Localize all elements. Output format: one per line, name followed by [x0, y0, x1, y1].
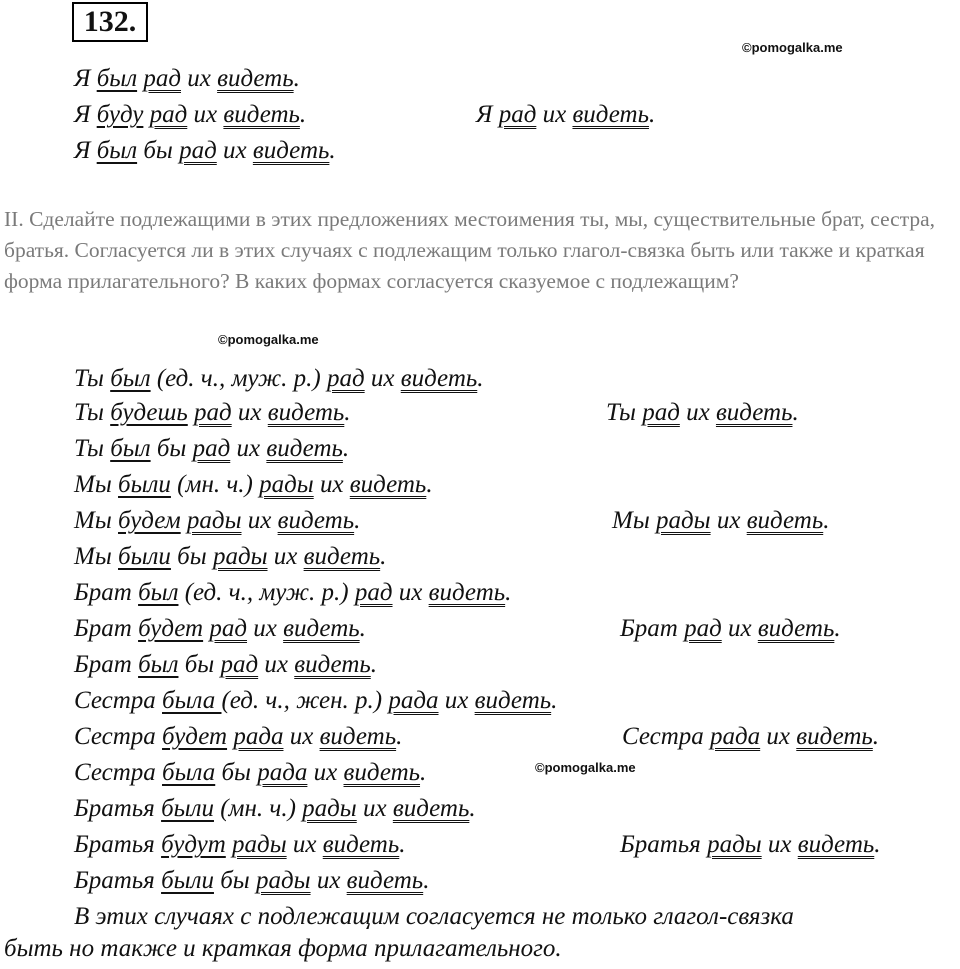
text-segment: их [231, 399, 268, 426]
predicate-verb: были [118, 543, 171, 570]
predicate-nominal: видеть [267, 399, 345, 426]
predicate-verb: был [96, 65, 138, 92]
sentence-line [74, 64, 300, 94]
predicate-verb: был [96, 137, 138, 164]
predicate-verb: был [110, 365, 151, 392]
sentence-line [622, 722, 879, 752]
text-segment: их [286, 831, 323, 858]
text-segment: . [342, 435, 350, 462]
text-segment: их [679, 399, 716, 426]
text-segment: их [536, 101, 573, 128]
predicate-nominal: видеть [343, 759, 421, 786]
sentence-line [74, 434, 349, 464]
predicate-verb: были [118, 471, 171, 498]
text-segment: Ты [74, 365, 111, 392]
conclusion-line: быть но также и краткая форма прилагательного. [4, 935, 562, 962]
text-segment: бы [170, 543, 213, 570]
exercise-number: 132. [72, 2, 148, 42]
text-segment: . [477, 365, 484, 392]
predicate-nominal: рад [220, 651, 259, 678]
text-segment: . [426, 471, 433, 498]
text-segment: их [356, 795, 393, 822]
sentence-line [620, 830, 881, 860]
text-segment: . [380, 543, 387, 570]
text-segment: (ед. ч., муж. р.) [150, 365, 327, 392]
predicate-nominal: рады [212, 543, 268, 570]
text-segment: их [241, 507, 278, 534]
text-segment: их [247, 615, 284, 642]
predicate-nominal: рады [302, 795, 357, 822]
sentence-line [74, 722, 402, 752]
predicate-nominal: видеть [252, 137, 330, 164]
text-segment: . [329, 137, 336, 164]
text-segment: . [834, 615, 841, 642]
predicate-nominal: рады [186, 507, 242, 534]
text-segment: Я [74, 101, 97, 128]
text-segment: их [258, 651, 295, 678]
predicate-nominal: рады [707, 831, 762, 858]
predicate-verb: были [161, 795, 214, 822]
watermark: ©pomogalka.me [742, 40, 843, 55]
predicate-nominal: видеть [392, 795, 470, 822]
predicate-nominal: видеть [428, 579, 506, 606]
sentence-line [74, 614, 366, 644]
text-segment: . [469, 795, 476, 822]
text-segment: . [874, 831, 881, 858]
predicate-nominal: видеть [797, 831, 875, 858]
predicate-verb: будет [162, 723, 228, 750]
text-segment: . [344, 399, 351, 426]
text-segment: . [872, 723, 880, 750]
predicate-nominal: видеть [400, 365, 478, 392]
predicate-nominal: рад [143, 65, 181, 92]
text-segment: Сестра [622, 723, 711, 750]
sentence-line [606, 398, 799, 428]
text-segment: их [267, 543, 304, 570]
text-segment: Братья [620, 831, 708, 858]
text-segment: Мы [612, 507, 657, 534]
text-segment: . [505, 579, 512, 606]
predicate-nominal: рад [642, 399, 680, 426]
predicate-nominal: рады [656, 507, 711, 534]
text-segment: . [299, 101, 307, 128]
predicate-nominal: видеть [715, 399, 793, 426]
text-segment: . [792, 399, 799, 426]
text-segment: . [359, 615, 366, 642]
predicate-nominal: видеть [757, 615, 835, 642]
sentence-line [74, 578, 511, 608]
text-segment: . [823, 507, 830, 534]
predicate-nominal: видеть [796, 723, 873, 750]
text-segment: Я [74, 65, 97, 92]
predicate-nominal: видеть [283, 615, 360, 642]
predicate-verb: буду [96, 101, 144, 128]
predicate-nominal: видеть [277, 507, 355, 534]
task-instructions: II. Сделайте подлежащими в этих предложениях местоимения ты, мы, существительные брат, сестра, братья. Согласуется ли в этих случаях с подлежащим только глагол-связка быть или также и краткая форма прилагательного? В каких формах согласуется сказуемое с подлежащим? [4, 207, 936, 293]
sentence-line [74, 686, 557, 716]
predicate-nominal: видеть [266, 435, 343, 462]
predicate-nominal: рады [255, 867, 311, 894]
text-segment: . [293, 65, 300, 92]
text-segment: их [187, 101, 224, 128]
predicate-nominal: видеть [572, 101, 649, 128]
watermark: ©pomogalka.me [218, 332, 319, 347]
text-segment: Сестра [74, 687, 163, 714]
text-segment: их [364, 365, 401, 392]
text-segment: их [230, 435, 267, 462]
text-segment: Мы [74, 507, 119, 534]
sentence-line [74, 398, 351, 428]
sentence-line [74, 136, 336, 166]
predicate-verb: была [162, 687, 222, 714]
text-segment: (мн. ч.) [213, 795, 303, 822]
predicate-nominal: рад [179, 137, 217, 164]
text-segment: бы [213, 867, 256, 894]
text-segment: их [307, 759, 344, 786]
text-segment: Братья [74, 795, 162, 822]
text-segment: . [399, 831, 406, 858]
text-segment: . [551, 687, 558, 714]
text-segment: Ты [74, 399, 111, 426]
predicate-verb: был [110, 435, 151, 462]
sentence-line [612, 506, 829, 536]
sentence-line [74, 542, 386, 572]
text-segment: их [392, 579, 429, 606]
predicate-nominal: видеть [319, 723, 397, 750]
predicate-nominal: рад [192, 435, 231, 462]
text-segment: Ты [606, 399, 643, 426]
text-segment: . [420, 759, 427, 786]
sentence-line [74, 470, 433, 500]
text-segment: Мы [74, 543, 119, 570]
predicate-verb: будет [138, 615, 204, 642]
sentence-line [620, 614, 841, 644]
predicate-nominal: видеть [746, 507, 824, 534]
predicate-nominal: рада [710, 723, 761, 750]
predicate-verb: был [138, 651, 179, 678]
sentence-line [74, 364, 484, 394]
text-segment: бы [137, 137, 180, 164]
predicate-verb: были [161, 867, 214, 894]
predicate-nominal: видеть [294, 651, 371, 678]
predicate-nominal: рады [259, 471, 314, 498]
text-segment: Я [74, 137, 97, 164]
predicate-nominal: рад [498, 101, 537, 128]
text-segment: их [710, 507, 747, 534]
text-segment: Братья [74, 831, 162, 858]
text-segment: их [438, 687, 475, 714]
text-segment: их [761, 831, 798, 858]
text-segment: . [648, 101, 656, 128]
predicate-nominal: рад [149, 101, 188, 128]
text-segment: . [423, 867, 430, 894]
text-segment: Брат [74, 651, 139, 678]
text-segment: их [216, 137, 253, 164]
predicate-nominal: рад [326, 365, 365, 392]
sentence-line [74, 758, 426, 788]
text-segment: их [721, 615, 758, 642]
predicate-nominal: рад [209, 615, 248, 642]
predicate-nominal: видеть [217, 65, 294, 92]
conclusion-line: В этих случаях с подлежащим согласуется не только глагол-связка [74, 903, 794, 930]
watermark: ©pomogalka.me [535, 760, 636, 775]
text-segment: (ед. ч., муж. р.) [178, 579, 355, 606]
text-segment: их [313, 471, 350, 498]
text-segment: их [760, 723, 797, 750]
text-segment: бы [178, 651, 221, 678]
sentence-line [74, 100, 306, 130]
predicate-verb: был [138, 579, 179, 606]
text-segment: Я [476, 101, 499, 128]
predicate-nominal: видеть [346, 867, 424, 894]
sentence-line [476, 100, 655, 130]
text-segment: (мн. ч.) [170, 471, 260, 498]
predicate-verb: будут [161, 831, 226, 858]
text-segment: бы [150, 435, 193, 462]
sentence-line [74, 650, 377, 680]
sentence-line [74, 506, 360, 536]
text-segment: (ед. ч., жен. р.) [221, 687, 389, 714]
text-segment: . [354, 507, 361, 534]
predicate-nominal: видеть [303, 543, 381, 570]
predicate-verb: была [162, 759, 216, 786]
text-segment: Сестра [74, 759, 163, 786]
predicate-nominal: видеть [349, 471, 427, 498]
text-segment: их [310, 867, 347, 894]
predicate-nominal: видеть [474, 687, 552, 714]
text-segment: Брат [74, 579, 139, 606]
predicate-nominal: рады [232, 831, 287, 858]
text-segment: их [283, 723, 320, 750]
predicate-verb: будешь [110, 399, 188, 426]
text-segment: их [181, 65, 218, 92]
predicate-nominal: рада [257, 759, 308, 786]
text-segment: бы [215, 759, 258, 786]
text-segment: Братья [74, 867, 162, 894]
predicate-nominal: рада [388, 687, 439, 714]
text-segment: Сестра [74, 723, 163, 750]
text-segment: Брат [74, 615, 139, 642]
predicate-nominal: рад [684, 615, 722, 642]
text-segment: . [370, 651, 378, 678]
sentence-line [74, 830, 406, 860]
predicate-verb: будем [118, 507, 181, 534]
predicate-nominal: рад [354, 579, 393, 606]
predicate-nominal: видеть [322, 831, 400, 858]
text-segment: Ты [74, 435, 111, 462]
text-segment: Брат [620, 615, 685, 642]
text-segment: Мы [74, 471, 119, 498]
predicate-nominal: видеть [223, 101, 300, 128]
predicate-nominal: рада [233, 723, 284, 750]
text-segment: . [396, 723, 403, 750]
sentence-line [74, 866, 429, 896]
sentence-line [74, 794, 476, 824]
predicate-nominal: рад [194, 399, 232, 426]
